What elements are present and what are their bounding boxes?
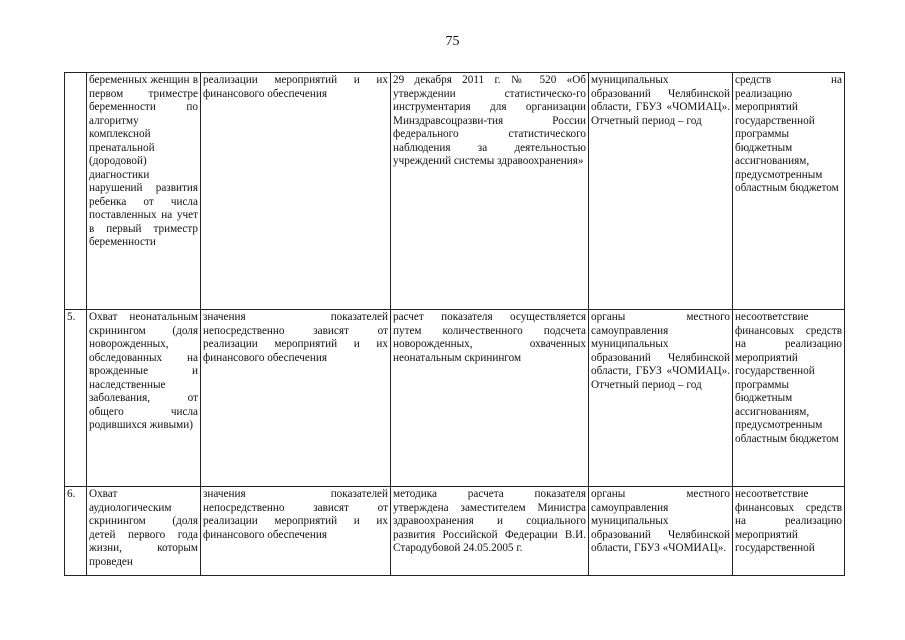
risks-cell (733, 73, 845, 310)
cell-text: значения показателей непосредственно зависят от реализации мероприятий и их финансового обеспечения (203, 311, 388, 364)
page-number: 75 (445, 34, 460, 49)
method-cell (391, 487, 589, 576)
cell-text: органы местного самоуправления муниципальных образований Челябинской области, ГБУЗ «ЧОМИАЦ». Отчетный период – год (591, 311, 730, 391)
table-row (65, 73, 845, 310)
source-cell (589, 487, 733, 576)
cell-text: методика расчета показателя утверждена заместителем Министра здравоохранения и социального развития Российской Федерации В.И. Стародубовой 24.05.2005 г. (393, 488, 586, 554)
method-cell (391, 73, 589, 310)
cell-text: органы местного самоуправления муниципальных образований Челябинской области, ГБУЗ «ЧОМИАЦ». (591, 488, 730, 554)
source-cell (589, 73, 733, 310)
cell-text: расчет показателя осуществляется путем количественного подсчета новорожденных, охваченных неонатальным скринингом (393, 311, 586, 364)
cell-text: муниципальных образований Челябинской области, ГБУЗ «ЧОМИАЦ». Отчетный период – год (591, 74, 730, 127)
row-number: 6. (65, 487, 87, 576)
row-number (65, 73, 87, 310)
cell-text: несоответствие финансовых средств на реализацию мероприятий государственной (735, 488, 842, 554)
dependence-cell (201, 73, 391, 310)
cell-text: Охват аудиологическим скринингом (доля детей первого года жизни, которым проведен (89, 488, 198, 568)
indicator-cell (87, 310, 201, 487)
table-row (65, 310, 845, 487)
method-cell (391, 310, 589, 487)
cell-text: средств на реализацию мероприятий государственной программы бюджетным ассигнованиям, предусмотренным областным бюджетом (735, 74, 842, 194)
risks-cell (733, 487, 845, 576)
cell-text: несоответствие финансовых средств на реализацию мероприятий государственной программы бюджетным ассигнованиям, предусмотренным областным бюджетом (735, 311, 842, 445)
dependence-cell (201, 487, 391, 576)
cell-text: 29 декабря 2011 г. № 520 «Об утверждении статистическо-го инструментария для организации Минздравсоцразви-тия России федерального статистического наблюдения за деятельностью учреждений системы здравоохранения» (393, 74, 586, 167)
risks-cell (733, 310, 845, 487)
table-row (65, 487, 845, 576)
cell-text: реализации мероприятий и их финансового обеспечения (203, 74, 388, 100)
cell-text: беременных женщин в первом триместре беременности по алгоритму комплексной пренатальной (дородовой) диагностики нарушений развития ребенка от числа поставленных на учет в первый триместр беременности (89, 74, 198, 248)
indicator-cell (87, 73, 201, 310)
indicators-table (64, 72, 845, 576)
cell-text: Охват неонатальным скринингом (доля новорожденных, обследованных на врожденные и наследственные заболевания, от общего числа родившихся живыми) (89, 311, 198, 431)
indicator-cell (87, 487, 201, 576)
cell-text: значения показателей непосредственно зависят от реализации мероприятий и их финансового обеспечения (203, 488, 388, 541)
row-number: 5. (65, 310, 87, 487)
dependence-cell (201, 310, 391, 487)
source-cell (589, 310, 733, 487)
